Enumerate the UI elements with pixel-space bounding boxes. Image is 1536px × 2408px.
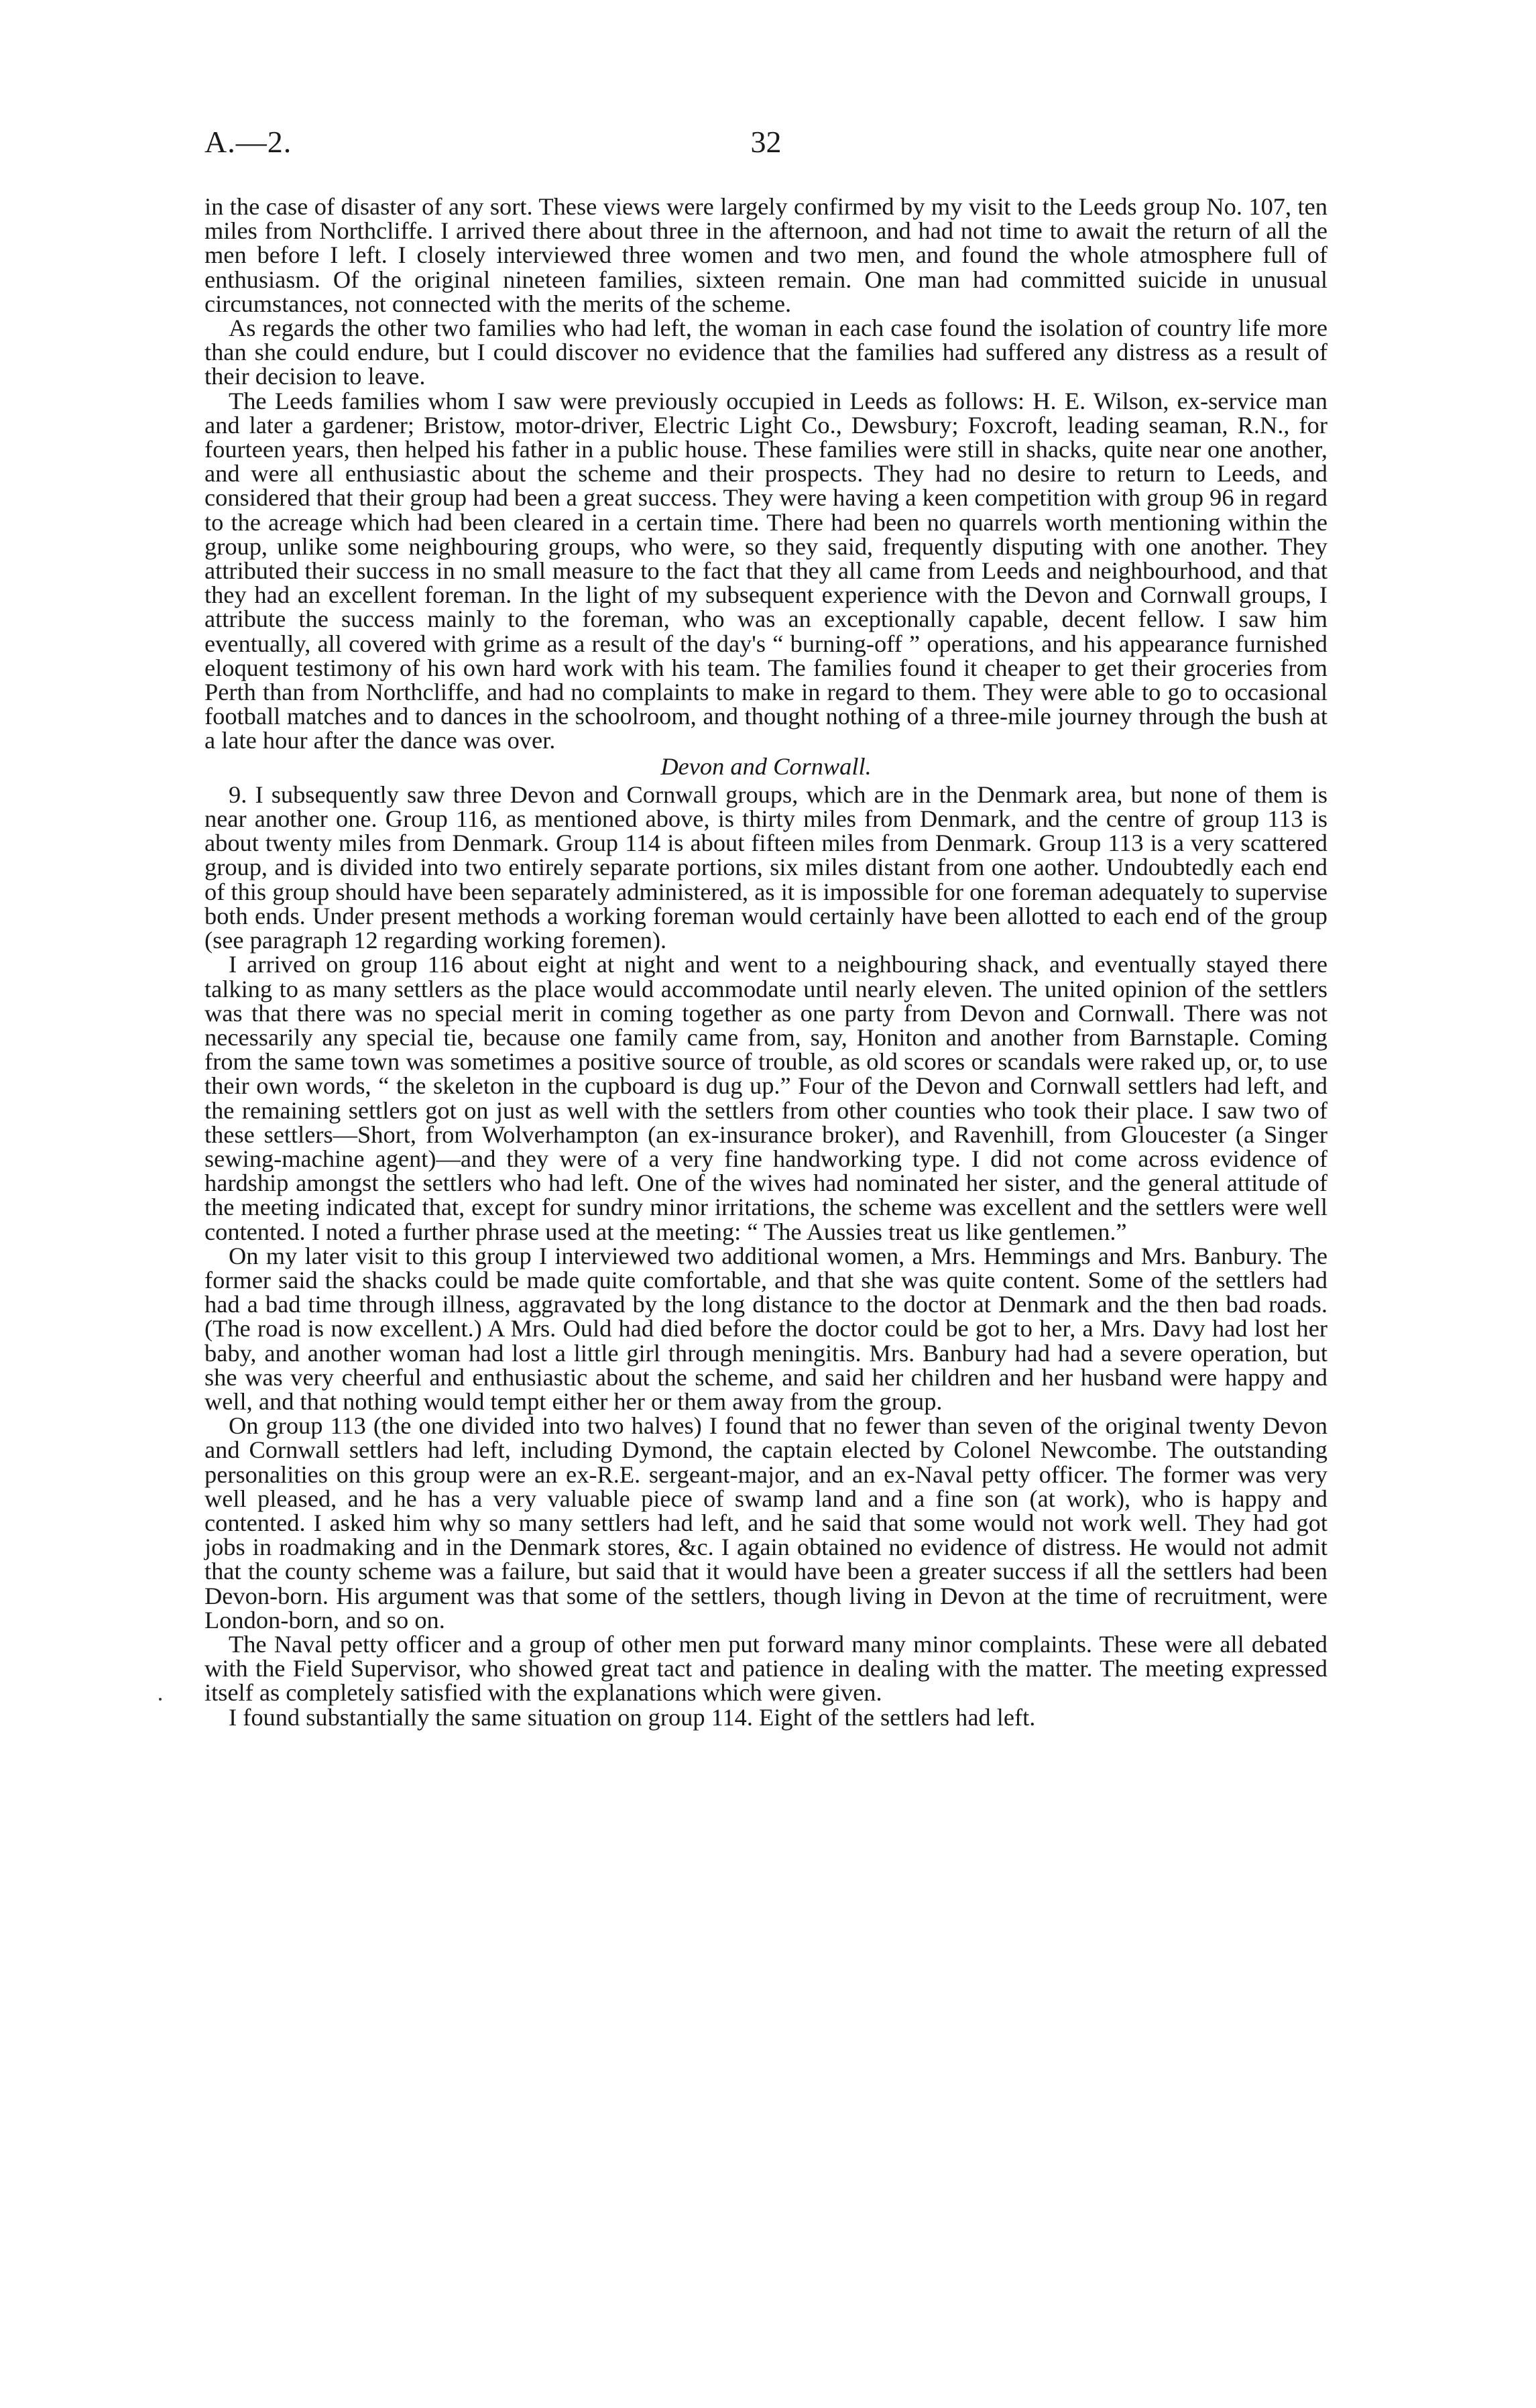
- body-text: [204, 194, 1327, 1729]
- page-number: 32: [750, 125, 782, 159]
- paragraph: On group 113 (the one divided into two halves) I found that no fewer than seven of the original twenty Devon and Cornwall settlers had left, including Dymond, the captain elected by Colonel Newcombe. The outstanding personalities on this group were an ex-R.E. sergeant-major, and an ex-Naval petty officer. The former was very well pleased, and he has a very valuable piece of swamp land and a fine son (at work), who is happy and contented. I asked him why so many settlers had left, and he said that some would not work well. They had got jobs in roadmaking and in the Denmark stores, &c. I again obtained no evidence of distress. He would not admit that the county scheme was a failure, but said that it would have been a greater success if all the settlers had been Devon-born. His argument was that some of the settlers, though living in Devon at the time of recruitment, were London-born, and so on.: [204, 1412, 1327, 1633]
- paragraph-continuation: in the case of disaster of any sort. These views were largely confirmed by my visit to the Leeds group No. 107, ten miles from Northcliffe. I arrived there about three in the afternoon, and had not time to await the return of all the men before I left. I closely interviewed three women and two men, and found the whole atmosphere full of enthusiasm. Of the original nineteen families, sixteen remain. One man had committed suicide in unusual circumstances, not connected with the merits of the scheme.: [204, 193, 1327, 317]
- section-heading: Devon and Cornwall.: [660, 752, 872, 780]
- margin-mark: [159, 1698, 162, 1701]
- paragraph: On my later visit to this group I interviewed two additional women, a Mrs. Hemmings and Mrs. Banbury. The former said the shacks could be made quite comfortable, and that she was quite content. Some of the settlers had had a bad time through illness, aggravated by the long distance to the doctor at Denmark and the then bad roads. (The road is now excellent.) A Mrs. Ould had died before the doctor could be got to her, a Mrs. Davy had lost her baby, and another woman had lost a little girl through meningitis. Mrs. Banbury had had a severe operation, but she was very cheerful and enthusiastic about the scheme, and said her children and her husband were happy and well, and that nothing would tempt either her or them away from the group.: [204, 1242, 1327, 1415]
- paragraph: The Leeds families whom I saw were previously occupied in Leeds as follows: H. E. Wilson, ex-service man and later a gardener; Bristow, motor-driver, Electric Light Co., Dewsbury; Foxcroft, leading seaman, R.N., for fourteen years, then helped his father in a public house. These families were still in shacks, quite near one another, and were all enthusiastic about the scheme and their prospects. They had no desire to return to Leeds, and considered that their group had been a great success. They were having a keen competition with group 96 in regard to the acreage which had been cleared in a certain time. There had been no quarrels worth mentioning within the group, unlike some neighbouring groups, who were, so they said, frequently disputing with one another. They attributed their success in no small measure to the fact that they all came from Leeds and neighbourhood, and that they had an excellent foreman. In the light of my subsequent experience with the Devon and Cornwall groups, I attribute the success mainly to the foreman, who was an exceptionally capable, decent fellow. I saw him eventually, all covered with grime as a result of the day's “ burning-off ” operations, and his appearance furnished eloquent testimony of his own hard work with his team. The families found it cheaper to get their groceries from Perth than from Northcliffe, and had no complaints to make in regard to them. They were able to go to occasional football matches and to dances in the schoolroom, and thought nothing of a three-mile journey through the bush at a late hour after the dance was over.: [204, 387, 1327, 754]
- paragraph: I found substantially the same situation on group 114. Eight of the settlers had left.: [229, 1703, 1036, 1731]
- document-reference: A.—2.: [204, 125, 292, 159]
- paragraph: The Naval petty officer and a group of other men put forward many minor complaints. These were all debated with the Field Supervisor, who showed great tact and patience in dealing with the matter. The meeting expressed itself as completely satisfied with the explanations which were given.: [204, 1630, 1327, 1707]
- paragraph: I arrived on group 116 about eight at night and went to a neighbouring shack, and eventually stayed there talking to as many settlers as the place would accommodate until nearly eleven. The united opinion of the settlers was that there was no special merit in coming together as one party from Devon and Cornwall. There was not necessarily any special tie, because one family came from, say, Honiton and another from Barnstaple. Coming from the same town was sometimes a positive source of trouble, as old scores or scandals were raked up, or, to use their own words, “ the skeleton in the cupboard is dug up.” Four of the Devon and Cornwall settlers had left, and the remaining settlers got on just as well with the settlers from other counties who took their place. I saw two of these settlers—Short, from Wolverhampton (an ex-insurance broker), and Ravenhill, from Gloucester (a Singer sewing-machine agent)—and they were of a very fine handworking type. I did not come across evidence of hardship amongst the settlers who had left. One of the wives had nominated her sister, and the general attitude of the meeting indicated that, except for sundry minor irritations, the scheme was excellent and the settlers were well contented. I noted a further phrase used at the meeting: “ The Aussies treat us like gentlemen.”: [204, 951, 1327, 1245]
- paragraph: As regards the other two families who had left, the woman in each case found the isolation of country life more than she could endure, but I could discover no evidence that the families had suffered any distress as a result of their decision to leave.: [204, 314, 1327, 390]
- paragraph-numbered: 9. I subsequently saw three Devon and Cornwall groups, which are in the Denmark area, but none of them is near another one. Group 116, as mentioned above, is thirty miles from Denmark, and the centre of group 113 is about twenty miles from Denmark. Group 114 is about fifteen miles from Denmark. Group 113 is a very scattered group, and is divided into two entirely separate portions, six miles distant from one aother. Undoubtedly each end of this group should have been separately administered, as it is impossible for one foreman adequately to supervise both ends. Under present methods a working foreman would certainly have been allotted to each end of the group (see paragraph 12 regarding working foremen).: [204, 781, 1327, 954]
- running-head: [204, 124, 1327, 164]
